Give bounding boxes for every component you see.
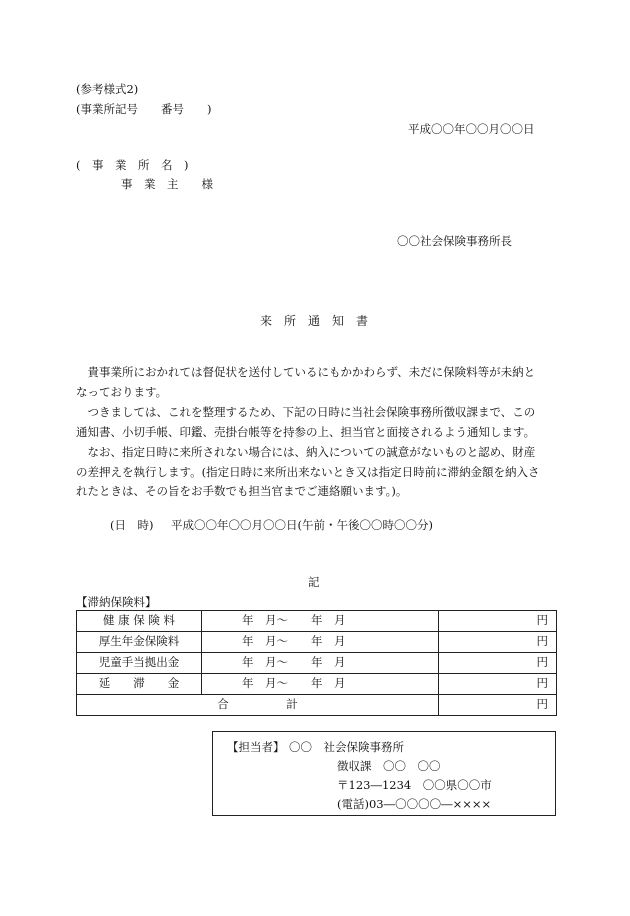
- period-cell: 年 月～ 年 月: [202, 611, 439, 632]
- body-line: なっております。: [76, 385, 168, 399]
- table-caption: 【滞納保険料】: [76, 595, 157, 609]
- contact-label: 【担当者】: [227, 740, 285, 754]
- total-label: 合 計: [77, 695, 439, 716]
- document-title: 来 所 通 知 書: [260, 314, 369, 328]
- issue-date: 平成〇〇年〇〇月〇〇日: [408, 122, 535, 136]
- body-line: つきましては、これを整理するため、下記の日時に当社会保険事務所徴収課まで、この: [76, 405, 536, 419]
- contact-address: 〒123―1234 〇〇県〇〇市: [337, 778, 492, 792]
- item-name: 厚生年金保険料: [77, 632, 202, 653]
- contact-box: [212, 731, 556, 816]
- sender-name: 〇〇社会保険事務所長: [397, 234, 512, 248]
- total-amount-cell: 円: [439, 695, 557, 716]
- item-name: 児童手当拠出金: [77, 653, 202, 674]
- schedule-label: (日 時): [110, 518, 154, 532]
- contact-section: 徴収課 〇〇 〇〇: [337, 759, 441, 773]
- schedule-datetime: 平成〇〇年〇〇月〇〇日(午前・午後〇〇時〇〇分): [171, 518, 433, 532]
- amount-cell: 円: [439, 632, 557, 653]
- table-row: [77, 632, 557, 653]
- contact-phone: (電話)03―〇〇〇〇―××××: [337, 797, 492, 811]
- addressee-employer: 事 業 主 様: [121, 177, 213, 191]
- form-reference: (参考様式2): [76, 82, 139, 96]
- table-row: [77, 611, 557, 632]
- body-line: なお、指定日時に来所されない場合には、納入についての誠意がないものと認め、財産: [76, 445, 536, 459]
- period-cell: 年 月～ 年 月: [202, 674, 439, 695]
- table-row: [77, 653, 557, 674]
- period-cell: 年 月～ 年 月: [202, 632, 439, 653]
- body-line: 貴事業所におかれては督促状を送付しているにもかかわらず、未だに保険料等が未納と: [76, 365, 536, 379]
- item-name: 延 滞 金: [77, 674, 202, 695]
- addressee-office-name: ( 事 業 所 名 ): [76, 158, 189, 172]
- table-total-row: [77, 695, 557, 716]
- body-line: れたときは、その旨をお手数でも担当官までご連絡願います。)。: [76, 484, 408, 498]
- amount-cell: 円: [439, 653, 557, 674]
- table-row: [77, 674, 557, 695]
- amount-cell: 円: [439, 674, 557, 695]
- amount-cell: 円: [439, 611, 557, 632]
- body-line: 通知書、小切手帳、印鑑、売掛台帳等を持参の上、担当官と面接されるよう通知します。: [76, 425, 536, 439]
- period-cell: 年 月～ 年 月: [202, 653, 439, 674]
- item-name: 健 康 保 険 料: [77, 611, 202, 632]
- arrears-table: [76, 610, 557, 716]
- body-line: の差押えを執行します。(指定日時に来所出来ないとき又は指定日時前に滞納金額を納入さ: [76, 465, 540, 479]
- contact-office: 〇〇 社会保険事務所: [289, 740, 404, 754]
- office-symbol-number: (事業所記号 番号 ): [76, 102, 212, 116]
- ki-heading: 記: [308, 575, 320, 589]
